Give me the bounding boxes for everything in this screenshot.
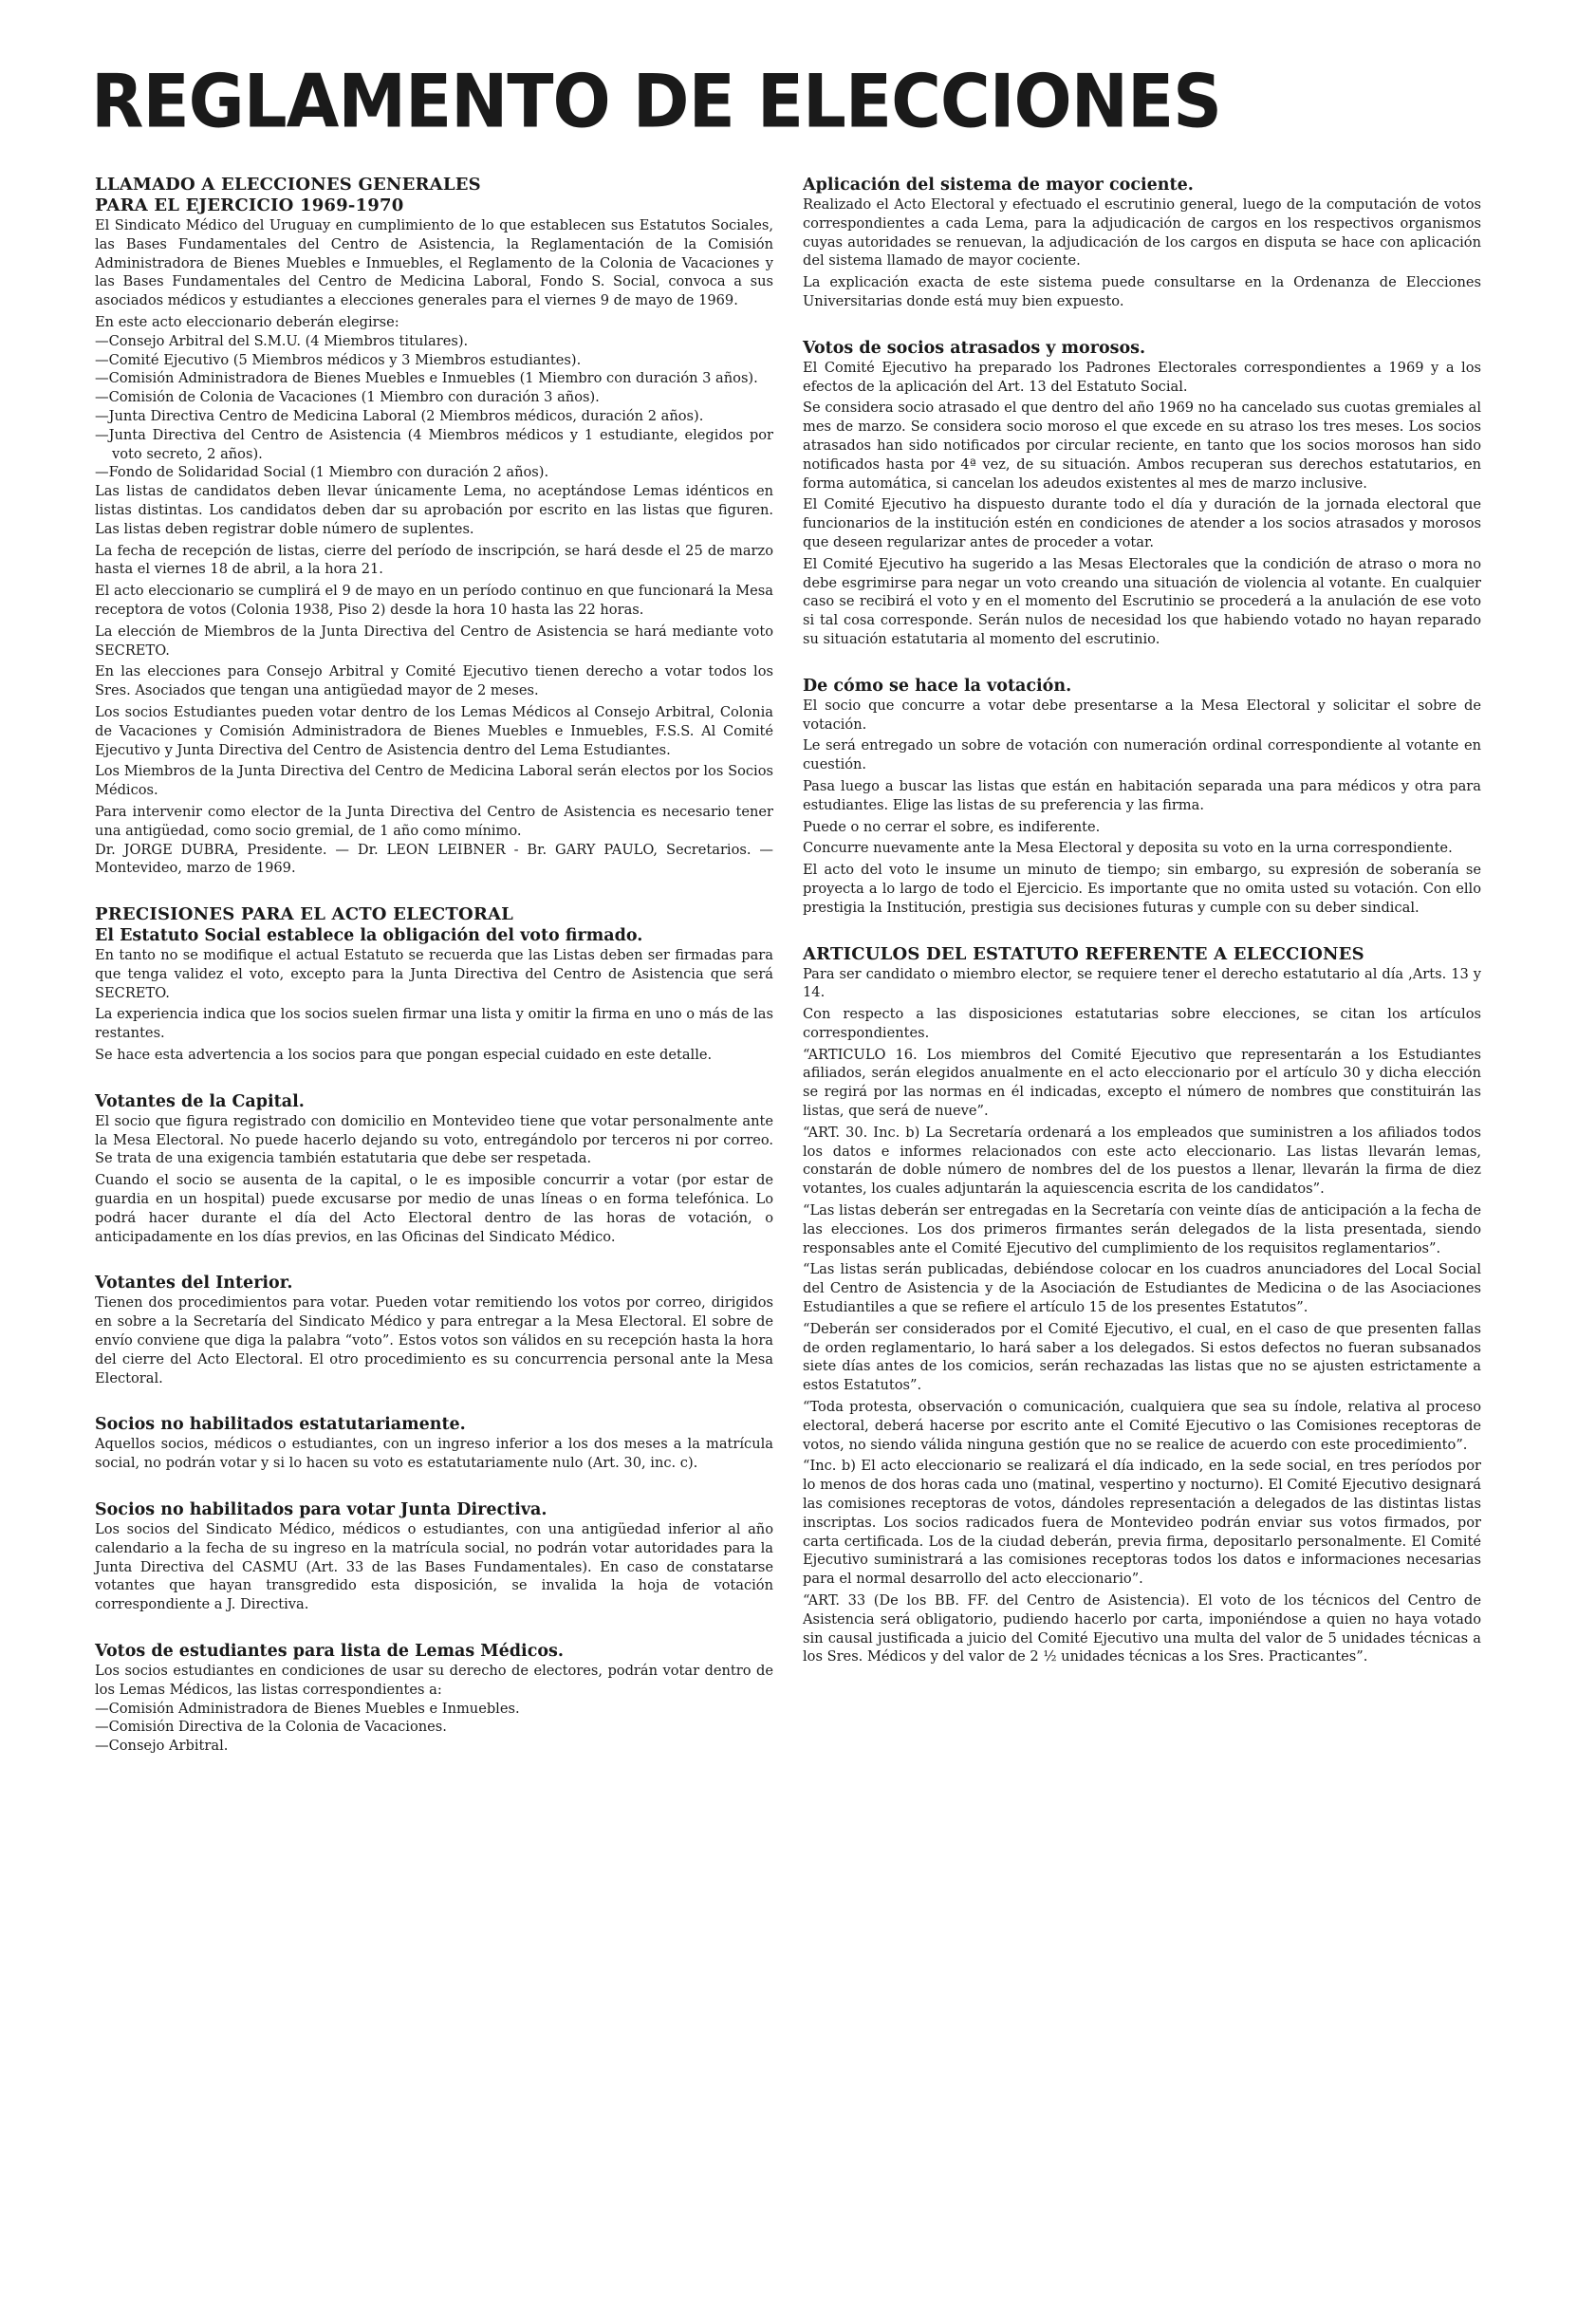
section-heading: Aplicación del sistema de mayor cociente. [803, 176, 1194, 195]
paragraph: “ARTICULO 16. Los miembros del Comité Ejecutivo que representarán a los Estudiantes afiliados, serán elegidos anualmente en el acto eleccionario por el artículo 30 y dicha elección se regirá por las normas en él indicadas, excepto el número de nombres que constituirán las listas, que será de nueve”. [803, 1046, 1481, 1120]
list-item: —Comisión de Colonia de Vacaciones (1 Miembro con duración 3 años). [95, 389, 600, 406]
paragraph: Puede o no cerrar el sobre, es indiferente. [803, 818, 1101, 835]
paragraph: “Las listas serán publicadas, debiéndose colocar en los cuadros anunciadores del Local Social del Centro de Asistencia y de la Asociación de Estudiantes de Medicina o de las Asociaciones Estudiantiles a que se refiere el artículo 15 de los presentes Estatutos”. [803, 1261, 1481, 1316]
paragraph: “Inc. b) El acto eleccionario se realizará el día indicado, en la sede social, en tres períodos por lo menos de dos horas cada uno (matinal, vespertino y nocturno). El Comité Ejecutivo designará las comisiones receptoras de votos, dándoles representación a delegados de las distintas listas inscriptas. Los socios radicados fuera de Montevideo podrán enviar sus votos firmados, por carta certificada. Los de la ciudad deberán, previa firma, depositarlo personalmente. El Comité Ejecutivo suministrará a las comisiones receptoras todos los datos e informaciones necesarias para el normal desarrollo del acto eleccionario”. [803, 1458, 1481, 1588]
list-item: —Junta Directiva Centro de Medicina Laboral (2 Miembros médicos, duración 2 años). [95, 407, 704, 424]
section-heading: Votos de socios atrasados y morosos. [803, 338, 1146, 358]
paragraph: Concurre nuevamente ante la Mesa Electoral y deposita su voto en la urna correspondiente. [803, 840, 1453, 857]
paragraph: En las elecciones para Consejo Arbitral y Comité Ejecutivo tienen derecho a votar todos los Sres. Asociados que tengan una antigüedad mayor de 2 meses. [95, 663, 773, 699]
paragraph: El acto eleccionario se cumplirá el 9 de mayo en un período continuo en que funcionará la Mesa receptora de votos (Colonia 1938, Piso 2) desde la hora 10 hasta las 22 horas. [95, 583, 773, 618]
page-title: REGLAMENTO DE ELECCIONES [91, 57, 1222, 144]
section-heading: ARTICULOS DEL ESTATUTO REFERENTE A ELECCIONES [803, 943, 1364, 964]
section-heading: PRECISIONES PARA EL ACTO ELECTORAL [95, 904, 514, 925]
right-column [803, 175, 1481, 1666]
list-item: —Fondo de Solidaridad Social (1 Miembro con duración 2 años). [95, 464, 549, 481]
paragraph: El acto del voto le insume un minuto de tiempo; sin embargo, su expresión de soberanía se proyecta a lo largo de todo el Ejercicio. Es importante que no omita usted su votación. Con ello prestigia la Institución, prestigia sus decisiones futuras y cumple con su deber sindical. [803, 862, 1481, 916]
paragraph: Tienen dos procedimientos para votar. Pueden votar remitiendo los votos por correo, dirigidos en sobre a la Secretaría del Sindicato Médico y para entregar a la Mesa Electoral. El sobre de envío conviene que diga la palabra “voto”. Estos votos son válidos en su recepción hasta la hora del cierre del Acto Electoral. El otro procedimiento es su concurrencia personal ante la Mesa Electoral. [95, 1294, 773, 1386]
paragraph: Para intervenir como elector de la Junta Directiva del Centro de Asistencia es necesario tener una antigüedad, como socio gremial, de 1 año como mínimo. [95, 803, 773, 839]
list-item: —Comisión Directiva de la Colonia de Vacaciones. [95, 1719, 447, 1736]
left-column [95, 175, 773, 1756]
section-votantes-interior [95, 1273, 773, 1387]
paragraph: Cuando el socio se ausenta de la capital, o le es imposible concurrir a votar (por estar de guardia en un hospital) puede excusarse por medio de unas líneas o en forma telefónica. Lo podrá hacer durante el día del Acto Electoral dentro de las horas de votación, o anticipadamente en los días previos, en las Oficinas del Sindicato Médico. [95, 1172, 773, 1245]
section-heading: De cómo se hace la votación. [803, 676, 1072, 696]
section-precisiones [95, 904, 773, 1065]
section-subheading: El Estatuto Social establece la obligación del voto firmado. [95, 926, 643, 946]
section-socios-junta-directiva [95, 1499, 773, 1614]
paragraph: “ART. 30. Inc. b) La Secretaría ordenará a los empleados que suministren a los afiliados todos los datos e informes relacionados con este acto eleccionario. Las listas llevarán lemas, constarán de doble número de nombres del de los puestos a llenar, llevarán la firma de diez votantes, los cuales adjuntarán la aquiescencia escrita de los candidatos”. [803, 1124, 1481, 1198]
paragraph: En tanto no se modifique el actual Estatuto se recuerda que las Listas deben ser firmadas para que tenga validez el voto, excepto para la Junta Directiva del Centro de Asistencia que será SECRETO. [95, 947, 773, 1001]
list-item: —Comité Ejecutivo (5 Miembros médicos y 3 Miembros estudiantes). [95, 351, 582, 368]
paragraph: Los Miembros de la Junta Directiva del Centro de Medicina Laboral serán electos por los Socios Médicos. [95, 763, 773, 799]
paragraph: Los socios estudiantes en condiciones de usar su derecho de electores, podrán votar dentro de los Lemas Médicos, las listas correspondientes a: [95, 1663, 773, 1698]
paragraph: El Comité Ejecutivo ha sugerido a las Mesas Electorales que la condición de atraso o mora no debe esgrimirse para negar un voto creando una situación de violencia al votante. En cualquier caso se recibirá el voto y en el momento del Escrutinio se procederá a la anulación de ese voto si tal cosa corresponde. Serán nulos de necesidad los que habiendo votado no hayan reparado su situación estatutaria al momento del escrutinio. [803, 555, 1481, 647]
section-votos-estudiantes [95, 1641, 773, 1756]
section-articulos-estatuto [803, 944, 1481, 1667]
paragraph: Pasa luego a buscar las listas que están en habitación separada una para médicos y otra para estudiantes. Elige las listas de su preferencia y las firma. [803, 777, 1481, 813]
paragraph: El Comité Ejecutivo ha dispuesto durante todo el día y duración de la jornada electoral que funcionarios de la institución estén en condiciones de atender a los socios atrasados y morosos que deseen regularizar antes de proceder a votar. [803, 496, 1481, 550]
paragraph: Los socios del Sindicato Médico, médicos o estudiantes, con una antigüedad inferior al año calendario a la fecha de su ingreso en la matrícula social, no podrán votar autoridades para la Junta Directiva del CASMU (Art. 33 de las Bases Fundamentales). En caso de constatarse votantes que hayan transgredido esta disposición, se invalida la hoja de votación correspondiente a J. Directiva. [95, 1521, 773, 1613]
paragraph: La explicación exacta de este sistema puede consultarse en la Ordenanza de Elecciones Universitarias donde está muy bien expuesto. [803, 274, 1481, 309]
paragraph: “Las listas deberán ser entregadas en la Secretaría con veinte días de anticipación a la fecha de las elecciones. Los dos primeros firmantes serán delegados de la lista presentada, siendo responsables ante el Comité Ejecutivo del cumplimiento de los requisitos reglamentarios”. [803, 1202, 1481, 1256]
section-llamado-elecciones [95, 175, 773, 878]
paragraph: El socio que concurre a votar debe presentarse a la Mesa Electoral y solicitar el sobre de votación. [803, 697, 1481, 733]
paragraph: Las listas de candidatos deben llevar únicamente Lema, no aceptándose Lemas idénticos en listas distintas. Los candidatos deben dar su aprobación por escrito en las listas que figuren. Las listas deben registrar doble número de suplentes. [95, 483, 773, 537]
paragraph: Los socios Estudiantes pueden votar dentro de los Lemas Médicos al Consejo Arbitral, Colonia de Vacaciones y Comisión Administradora de Bienes Muebles e Inmuebles, F.S.S. Al Comité Ejecutivo y Junta Directiva del Centro de Asistencia dentro del Lema Estudiantes. [95, 703, 773, 758]
paragraph: Con respecto a las disposiciones estatutarias sobre elecciones, se citan los artículos correspondientes. [803, 1006, 1481, 1041]
paragraph: Se considera socio atrasado el que dentro del año 1969 no ha cancelado sus cuotas gremiales al mes de marzo. Se considera socio moroso el que excede en su atraso los tres meses. Los socios atrasados han sido notificados por circular reciente, en tanto que los socios morosos han sido notificados hasta por 4ª vez, de su situación. Ambos recuperan sus derechos estatutarios, en forma automática, si cancelan los adeudos existentes al mes de marzo inclusive. [803, 400, 1481, 492]
list-item: —Consejo Arbitral. [95, 1738, 229, 1755]
list-item: —Junta Directiva del Centro de Asistencia (4 Miembros médicos y 1 estudiante, elegidos por voto secreto, 2 años). [95, 426, 773, 462]
paragraph: Le será entregado un sobre de votación con numeración ordinal correspondiente al votante en cuestión. [803, 737, 1481, 773]
section-socios-atrasados [803, 338, 1481, 649]
paragraph: “ART. 33 (De los BB. FF. del Centro de Asistencia). El voto de los técnicos del Centro de Asistencia será obligatorio, pudiendo hacerlo por carta, imponiéndose a quien no haya votado sin causal justificada a juicio del Comité Ejecutivo una multa del valor de 5 unidades técnicas a los Sres. Médicos y del valor de 2 ½ unidades técnicas a los Sres. Practicantes”. [803, 1592, 1481, 1665]
section-heading: Votantes de la Capital. [95, 1091, 305, 1111]
paragraph: El Sindicato Médico del Uruguay en cumplimiento de lo que establecen sus Estatutos Sociales, las Bases Fundamentales del Centro de Asistencia, la Reglamentación de la Comisión Administradora de Bienes Muebles e Inmuebles, el Reglamento de la Colonia de Vacaciones y las Bases Fundamentales del Centro de Medicina Laboral, Fondo S. Social, convoca a sus asociados médicos y estudiantes a elecciones generales para el viernes 9 de mayo de 1969. [95, 217, 773, 309]
list-item: —Comisión Administradora de Bienes Muebles e Inmuebles (1 Miembro con duración 3 años). [95, 370, 758, 387]
paragraph: La experiencia indica que los socios suelen firmar una lista y omitir la firma en uno o más de las restantes. [95, 1006, 773, 1042]
section-socios-no-habilitados [95, 1414, 773, 1473]
section-como-se-vota [803, 676, 1481, 918]
paragraph: Para ser candidato o miembro elector, se requiere tener el derecho estatutario al día ,Arts. 13 y 14. [803, 965, 1481, 1001]
section-heading: Votos de estudiantes para lista de Lemas Médicos. [95, 1642, 564, 1662]
section-heading: Votantes del Interior. [95, 1274, 293, 1293]
paragraph: En este acto eleccionario deberán elegirse: [95, 313, 399, 330]
paragraph: La fecha de recepción de listas, cierre del período de inscripción, se hará desde el 25 de marzo hasta el viernes 18 de abril, a la hora 21. [95, 542, 773, 578]
section-heading: Socios no habilitados para votar Junta Directiva. [95, 1500, 547, 1520]
section-mayor-cociente [803, 175, 1481, 311]
paragraph: El Comité Ejecutivo ha preparado los Padrones Electorales correspondientes a 1969 y a los efectos de la aplicación del Art. 13 del Estatuto Social. [803, 359, 1481, 395]
section-heading: Socios no habilitados estatutariamente. [95, 1415, 466, 1435]
paragraph: La elección de Miembros de la Junta Directiva del Centro de Asistencia se hará mediante voto SECRETO. [95, 623, 773, 659]
paragraph: “Deberán ser considerados por el Comité Ejecutivo, el cual, en el caso de que presenten fallas de orden reglamentario, lo hará saber a los delegados. Si estos defectos no fueran subsanados siete días antes de los comicios, serán rechazadas las listas que no se ajusten estrictamente a estos Estatutos”. [803, 1320, 1481, 1394]
paragraph: El socio que figura registrado con domicilio en Montevideo tiene que votar personalmente ante la Mesa Electoral. No puede hacerlo dejando su voto, entregándolo por terceros ni por correo. Se trata de una exigencia también estatutaria que debe ser respetada. [95, 1112, 773, 1167]
signature-line: Dr. JORGE DUBRA, Presidente. — Dr. LEON LEIBNER - Br. GARY PAULO, Secretarios. — Montevideo, marzo de 1969. [95, 841, 773, 877]
section-heading: LLAMADO A ELECCIONES GENERALES [95, 175, 481, 195]
section-subheading: PARA EL EJERCICIO 1969-1970 [95, 195, 404, 215]
list-item: —Consejo Arbitral del S.M.U. (4 Miembros titulares). [95, 332, 469, 349]
paragraph: “Toda protesta, observación o comunicación, cualquiera que sea su índole, relativa al proceso electoral, deberá hacerse por escrito ante el Comité Ejecutivo o las Comisiones receptoras de votos, no siendo válida ninguna gestión que no se realice de acuerdo con este procedimiento”. [803, 1399, 1481, 1453]
paragraph: Aquellos socios, médicos o estudiantes, con un ingreso inferior a los dos meses a la matrícula social, no podrán votar y si lo hacen su voto es estatutariamente nulo (Art. 30, inc. c). [95, 1436, 773, 1472]
paragraph: Realizado el Acto Electoral y efectuado el escrutinio general, luego de la computación de votos correspondientes a cada Lema, para la adjudicación de cargos en los respectivos organismos cuyas autoridades se renuevan, la adjudicación de los cargos en disputa se hace con aplicación del sistema llamado de mayor cociente. [803, 196, 1481, 270]
list-item: —Comisión Administradora de Bienes Muebles e Inmuebles. [95, 1700, 520, 1717]
paragraph: Se hace esta advertencia a los socios para que pongan especial cuidado en este detalle. [95, 1047, 713, 1064]
section-votantes-capital [95, 1091, 773, 1247]
